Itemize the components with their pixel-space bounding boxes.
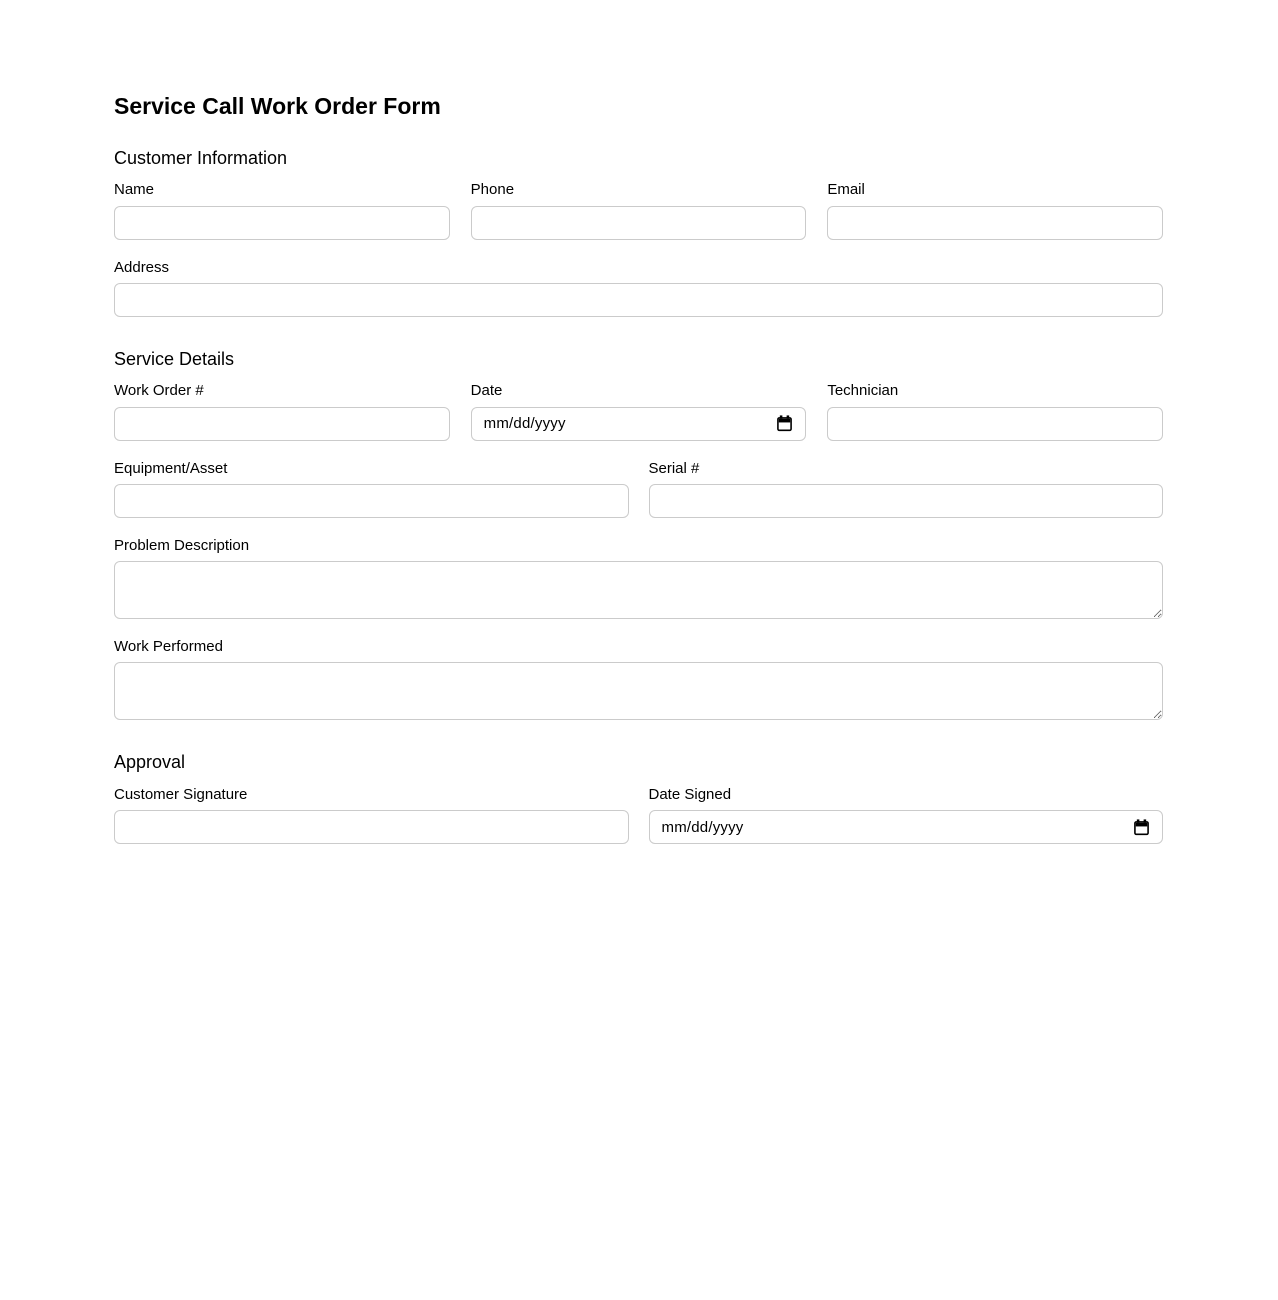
approval-row-1 [114, 786, 1163, 844]
customer-row-1 [114, 181, 1163, 239]
phone-label: Phone [470, 181, 515, 199]
section-heading-service-details: Service Details [114, 348, 235, 369]
name-field [114, 181, 450, 239]
section-heading-customer-information: Customer Information [114, 147, 288, 168]
page-title: Service Call Work Order Form [114, 93, 441, 119]
technician-field [827, 382, 1163, 440]
serial-input[interactable] [649, 484, 1164, 518]
work-order-field [114, 382, 450, 440]
date-signed-field [649, 786, 1164, 844]
work-performed-field [114, 638, 1163, 720]
date-signed-label: Date Signed [648, 786, 732, 804]
calendar-icon[interactable] [776, 415, 793, 432]
phone-field [471, 181, 807, 239]
work-performed-textarea[interactable] [114, 662, 1163, 720]
date-field [471, 382, 807, 440]
serial-label: Serial # [648, 459, 700, 477]
work-order-input[interactable] [114, 407, 450, 441]
name-label: Name [114, 181, 155, 199]
date-placeholder: mm/dd/yyyy [483, 415, 566, 433]
address-input[interactable] [114, 283, 1163, 317]
section-heading-approval: Approval [114, 752, 186, 773]
form-container [114, 0, 1163, 844]
work-performed-label: Work Performed [114, 638, 223, 656]
email-field [827, 181, 1163, 239]
service-row-1 [114, 382, 1163, 440]
date-label: Date [470, 382, 503, 400]
date-input[interactable] [471, 407, 807, 441]
equipment-label: Equipment/Asset [114, 459, 228, 477]
serial-field [649, 460, 1164, 518]
email-label: Email [827, 181, 865, 199]
technician-label: Technician [827, 382, 899, 400]
name-input[interactable] [114, 206, 450, 240]
service-row-2 [114, 460, 1163, 518]
service-row-4 [114, 638, 1163, 720]
date-signed-placeholder: mm/dd/yyyy [661, 818, 744, 836]
calendar-icon[interactable] [1133, 819, 1150, 836]
technician-input[interactable] [827, 407, 1163, 441]
customer-signature-input[interactable] [114, 810, 629, 844]
address-label: Address [114, 258, 170, 276]
work-order-label: Work Order # [114, 382, 204, 400]
problem-description-field [114, 537, 1163, 619]
email-input[interactable] [827, 206, 1163, 240]
date-signed-input[interactable] [649, 810, 1164, 844]
equipment-input[interactable] [114, 484, 629, 518]
customer-signature-field [114, 786, 629, 844]
service-row-3 [114, 537, 1163, 619]
equipment-field [114, 460, 629, 518]
problem-description-textarea[interactable] [114, 561, 1163, 619]
address-field [114, 259, 1163, 317]
phone-input[interactable] [471, 206, 807, 240]
customer-signature-label: Customer Signature [114, 786, 248, 804]
problem-description-label: Problem Description [114, 536, 250, 554]
customer-row-2 [114, 259, 1163, 317]
